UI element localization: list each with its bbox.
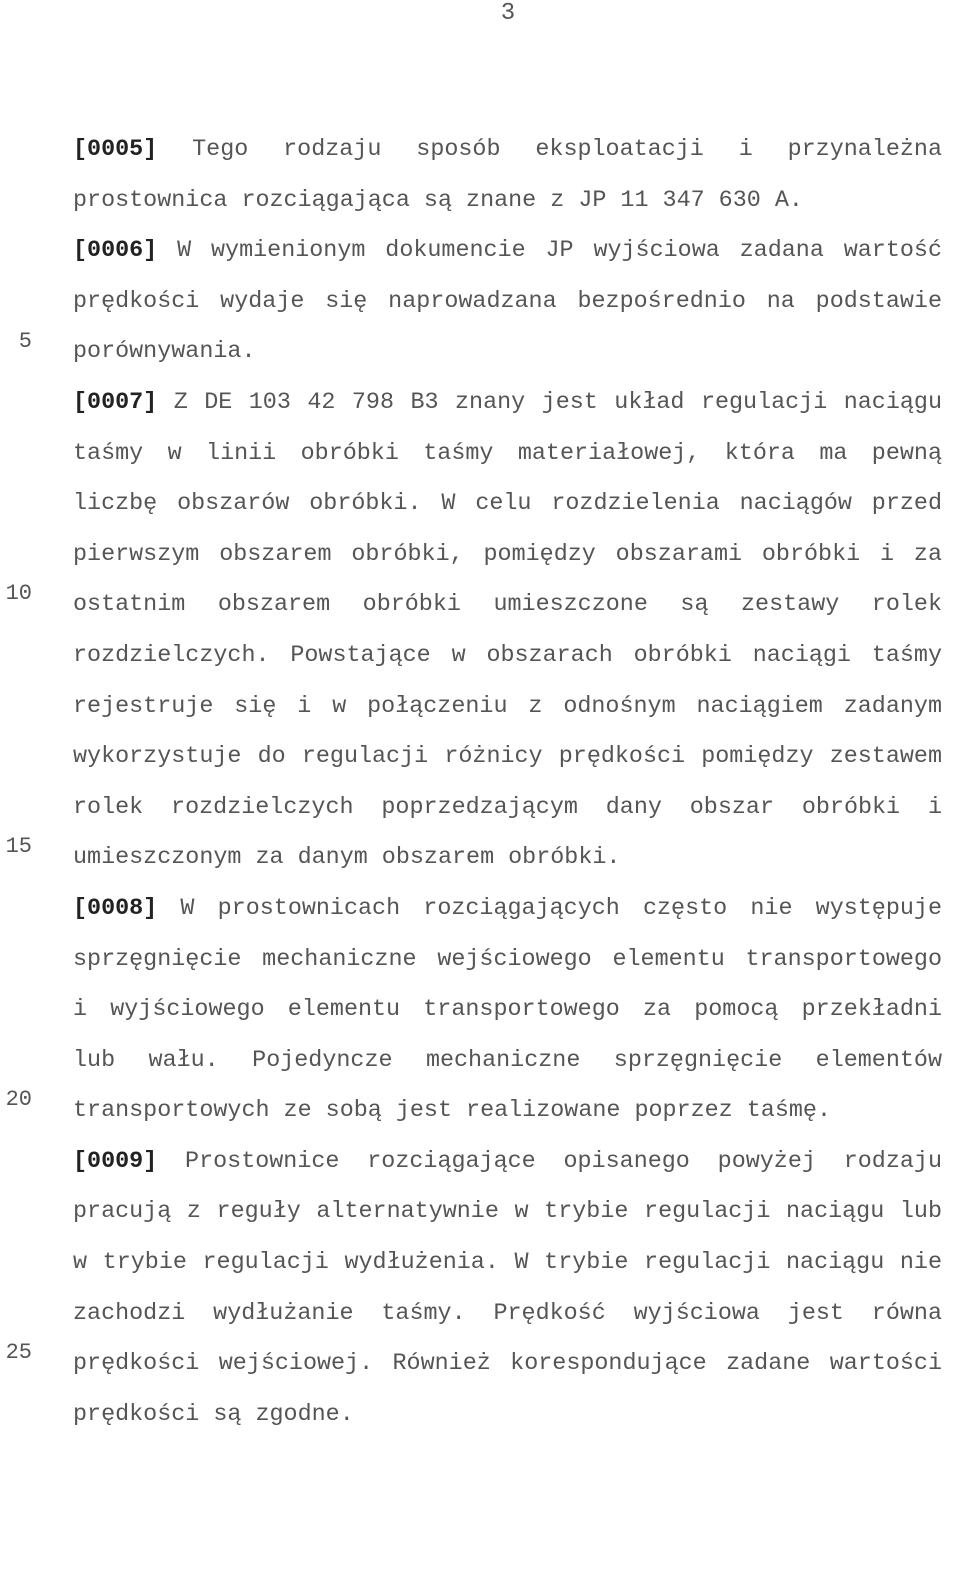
paragraph-text: Tego rodzaju sposób eksploatacji i przynależna prostownica rozciągająca są znane z JP 11 347 630 A.: [73, 137, 943, 214]
paragraph-text: W wymienionym dokumencie JP wyjściowa zadana wartość prędkości wydaje się naprowadzana bezpośrednio na podstawie porównywania.: [73, 238, 942, 366]
line-number: 20: [5, 1087, 32, 1112]
paragraph-0006: [73, 226, 942, 378]
paragraph-id: [0008]: [73, 895, 158, 922]
paragraph-0008: [73, 884, 942, 1137]
paragraph-text: Prostownice rozciągające opisanego powyżej rodzaju pracują z reguły alternatywnie w trybie regulacji naciągu lub w trybie regulacji wydłużenia. W trybie regulacji naciągu nie zachodzi wydłużanie taśmy. Prędkość wyjściowa jest równa prędkości wejściowej. Również korespondujące zadane wartości prędkości są zgodne.: [73, 1148, 942, 1428]
paragraph-0007: [73, 378, 942, 884]
line-number: 25: [5, 1340, 32, 1365]
paragraph-text: Z DE 103 42 798 B3 znany jest układ regulacji naciągu taśmy w linii obróbki taśmy materiałowej, która ma pewną liczbę obszarów obróbki. W celu rozdzielenia naciągów przed pierwszym obszarem obróbki, pomiędzy obszarami obróbki i za ostatnim obszarem obróbki umieszczone są zestawy rolek rozdzielczych. Powstające w obszarach obróbki naciągi taśmy rejestruje się i w połączeniu z odnośnym naciągiem zadanym wykorzystuje do regulacji różnicy prędkości pomiędzy zestawem rolek rozdzielczych poprzedzającym dany obszar obróbki i umieszczonym za danym obszarem obróbki.: [73, 389, 942, 872]
line-number: 5: [18, 329, 32, 354]
line-number: 15: [5, 834, 32, 859]
paragraph-0005: [73, 125, 942, 226]
line-number: 10: [5, 581, 32, 606]
paragraph-text: W prostownicach rozciągających często nie występuje sprzęgnięcie mechaniczne wejściowego elementu transportowego i wyjściowego elementu transportowego za pomocą przekładni lub wału. Pojedyncze mechaniczne sprzęgnięcie elementów transportowych ze sobą jest realizowane poprzez taśmę.: [73, 895, 942, 1125]
page-number: 3: [500, 0, 516, 27]
paragraph-id: [0005]: [73, 137, 158, 163]
document-body: [73, 125, 942, 1440]
paragraph-id: [0006]: [73, 238, 158, 265]
paragraph-id: [0009]: [73, 1148, 158, 1175]
paragraph-id: [0007]: [73, 389, 158, 416]
paragraph-0009: [73, 1137, 942, 1441]
